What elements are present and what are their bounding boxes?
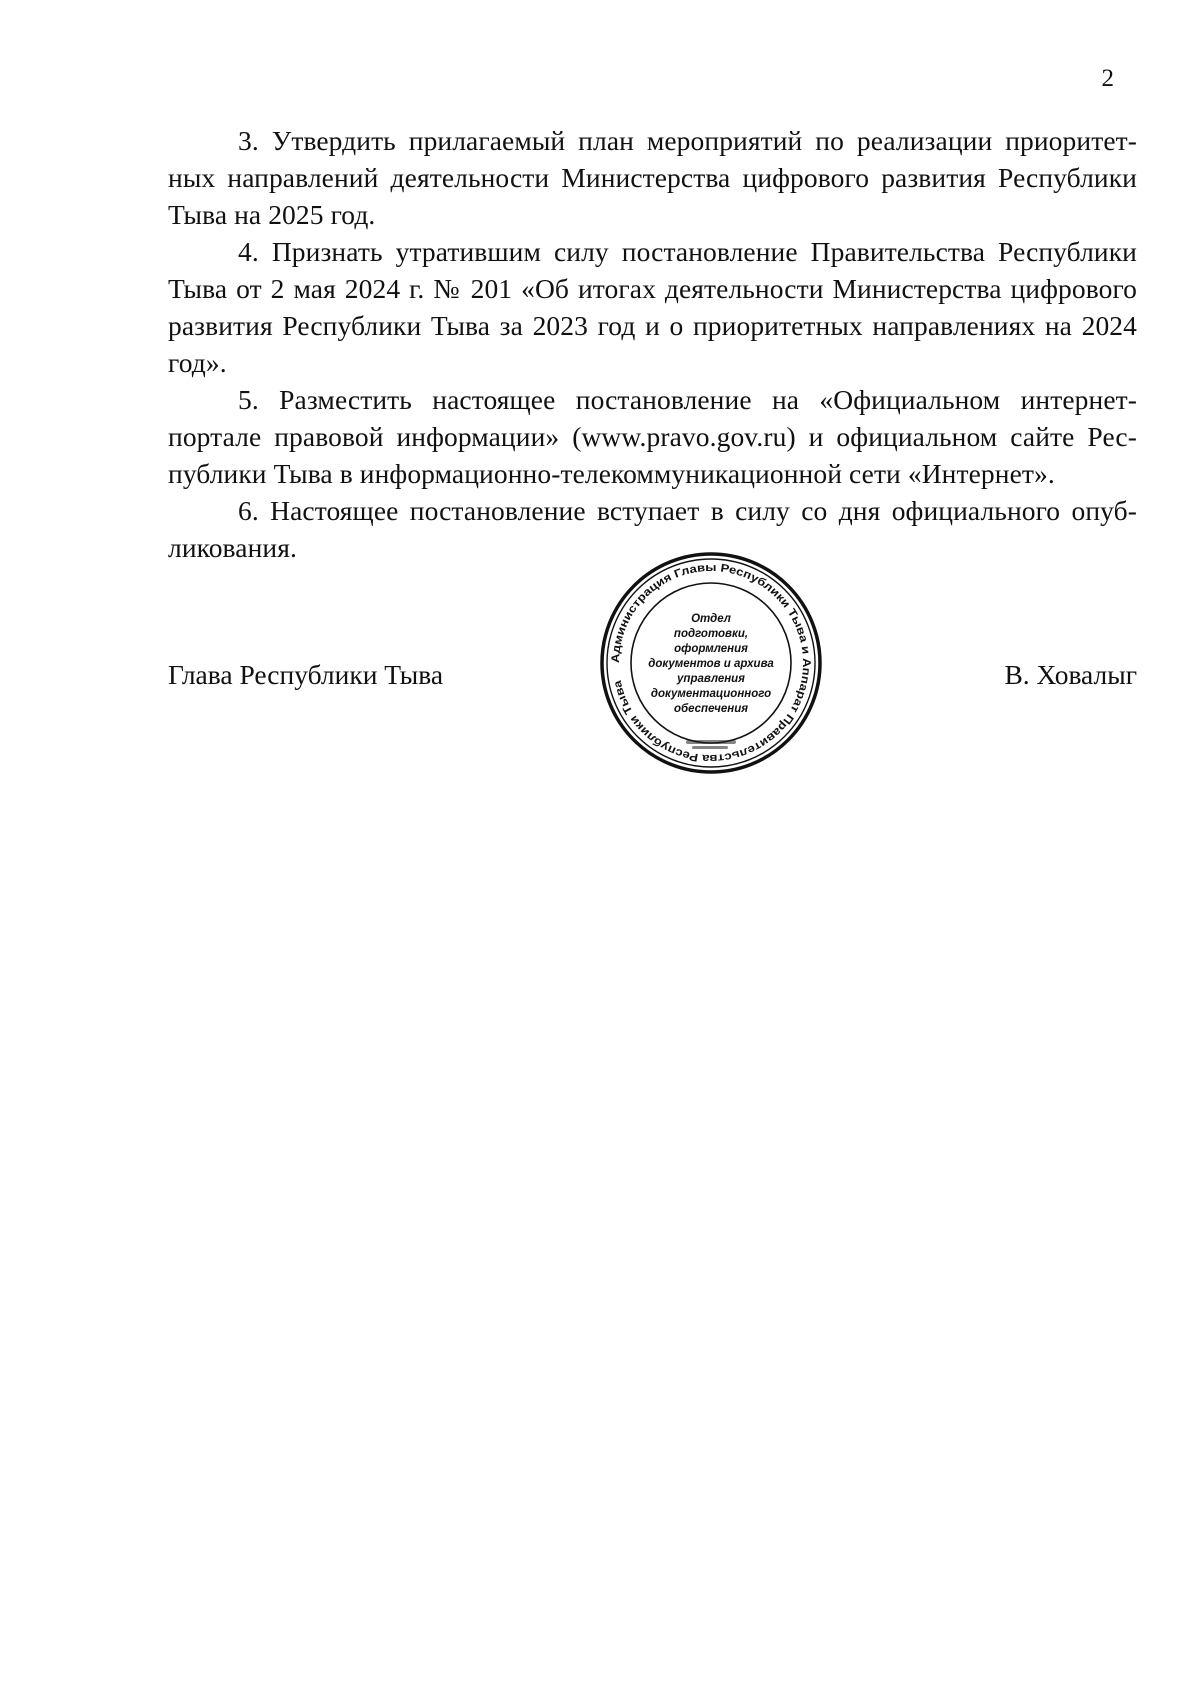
paragraph-4: 4. Признать утратившим силу постановление Правительства Республики Тыва от 2 мая 2024 г. № 201 «Об итогах деятельности Министерства цифрового развития Республики Тыва за 2023 год и о приоритетных направлениях на 2024 год». — [168, 236, 1137, 378]
stamp-line-4: документов и архива — [648, 658, 774, 670]
stamp-line-7: обеспечения — [673, 703, 749, 715]
signature-position: Глава Республики Тыва — [168, 659, 444, 690]
stamp-smudge — [686, 740, 736, 749]
document-body — [168, 122, 1137, 566]
page-number: 2 — [1101, 65, 1114, 92]
stamp-line-3: оформления — [674, 643, 748, 655]
signature-name: В. Ховалыг — [1004, 659, 1137, 690]
stamp-line-1: Отдел — [691, 613, 731, 625]
stamp-line-2: подготовки, — [673, 628, 749, 640]
official-stamp — [598, 550, 824, 776]
stamp-ring-textpath: Администрация Главы Республики Тыва и Аппарат Правительства Республики Тыва — [609, 561, 813, 765]
stamp-inner-lines — [648, 613, 774, 715]
paragraph-6: 6. Настоящее постановление вступает в силу со дня официального опуб-ликования. — [168, 495, 1137, 563]
stamp-graphic — [598, 550, 824, 776]
stamp-line-6: документационного — [650, 688, 772, 700]
paragraph-3: 3. Утвердить прилагаемый план мероприятий по реализации приоритет-ных направлений деятельности Министерства цифрового развития Республики Тыва на 2025 год. — [168, 125, 1137, 230]
paragraph-5: 5. Разместить настоящее постановление на «Официальном интернет-портале правовой информации» (www.pravo.gov.ru) и официальном сайте Рес-публики Тыва в информационно-телекоммуникационной сети «Интернет». — [168, 384, 1137, 489]
stamp-line-5: управления — [677, 673, 745, 685]
